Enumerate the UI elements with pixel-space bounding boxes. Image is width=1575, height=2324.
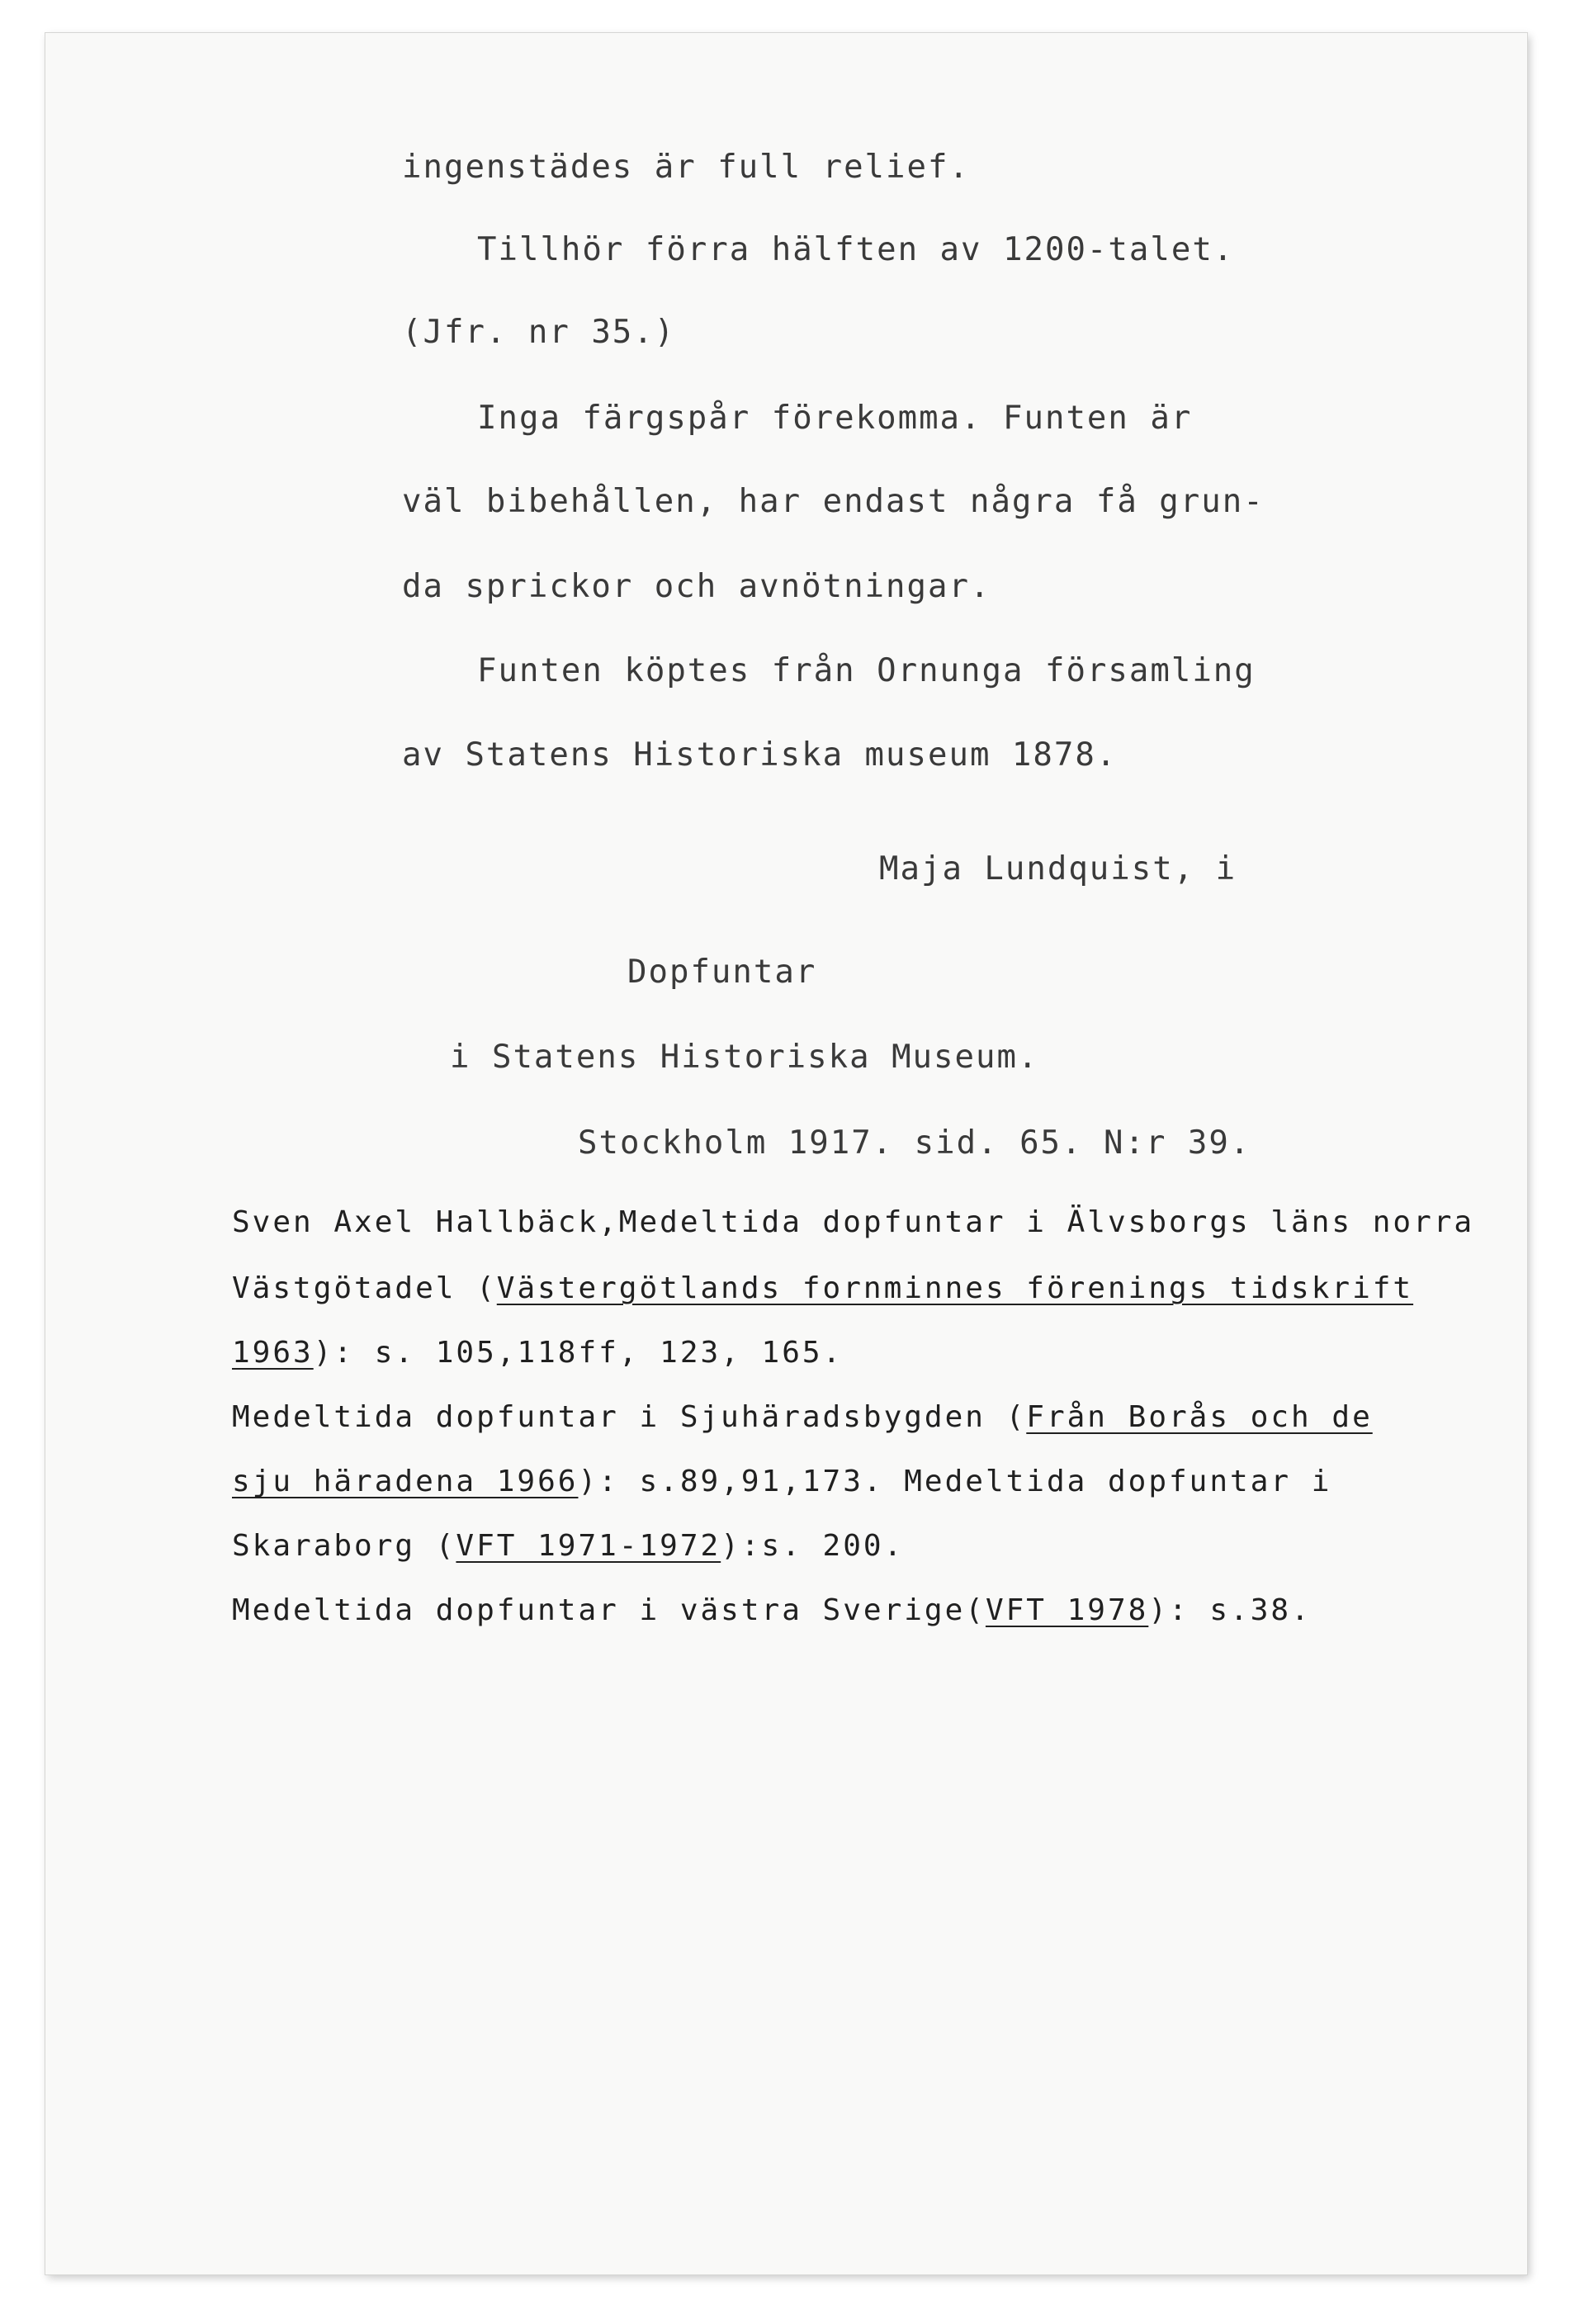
text-line-6: da sprickor och avnötningar. bbox=[402, 568, 991, 605]
journal-year: 1963 bbox=[232, 1336, 314, 1370]
citation-place-year: Stockholm 1917. sid. 65. N:r 39. bbox=[578, 1124, 1251, 1162]
bibliography-line-1: Sven Axel Hallbäck,Medeltida dopfuntar i Älvsborgs läns norra bbox=[232, 1205, 1475, 1239]
text-line-5: väl bibehållen, har endast några få grun- bbox=[402, 483, 1265, 520]
bibliography-line-7: Medeltida dopfuntar i västra Sverige(VFT 1978): s.38. bbox=[232, 1593, 1312, 1627]
text-line-7: Funten köptes från Ornunga församling bbox=[477, 652, 1256, 689]
text-line-8: av Statens Historiska museum 1878. bbox=[402, 736, 1118, 774]
document-page bbox=[45, 33, 1527, 2274]
bibliography-line-5: sju häradena 1966): s.89,91,173. Medeltida dopfuntar i bbox=[232, 1465, 1332, 1498]
text-line-3: (Jfr. nr 35.) bbox=[402, 314, 676, 351]
citation-title: Dopfuntar bbox=[627, 954, 817, 991]
source-title-harad: sju häradena 1966 bbox=[232, 1465, 579, 1498]
bibliography-line-3: 1963): s. 105,118ff, 123, 165. bbox=[232, 1336, 844, 1370]
source-vft-1971: VFT 1971-1972 bbox=[456, 1529, 721, 1563]
source-title-boras: Från Borås och de bbox=[1026, 1400, 1373, 1434]
text-line-1: ingenstädes är full relief. bbox=[402, 149, 970, 186]
bibliography-line-4: Medeltida dopfuntar i Sjuhäradsbygden (Från Borås och de bbox=[232, 1400, 1373, 1434]
text-line-4: Inga färgspår förekomma. Funten är bbox=[477, 400, 1193, 437]
bibliography-line-2: Västgötadel (Västergötlands fornminnes förenings tidskrift bbox=[232, 1271, 1414, 1305]
bibliography-line-6: Skaraborg (VFT 1971-1972):s. 200. bbox=[232, 1529, 905, 1563]
source-vft-1978: VFT 1978 bbox=[985, 1593, 1149, 1627]
citation-publisher: i Statens Historiska Museum. bbox=[450, 1039, 1039, 1076]
citation-author: Maja Lundquist, i bbox=[879, 850, 1237, 887]
journal-title: Västergötlands fornminnes förenings tidskrift bbox=[496, 1271, 1414, 1305]
text-line-2: Tillhör förra hälften av 1200-talet. bbox=[477, 231, 1235, 268]
